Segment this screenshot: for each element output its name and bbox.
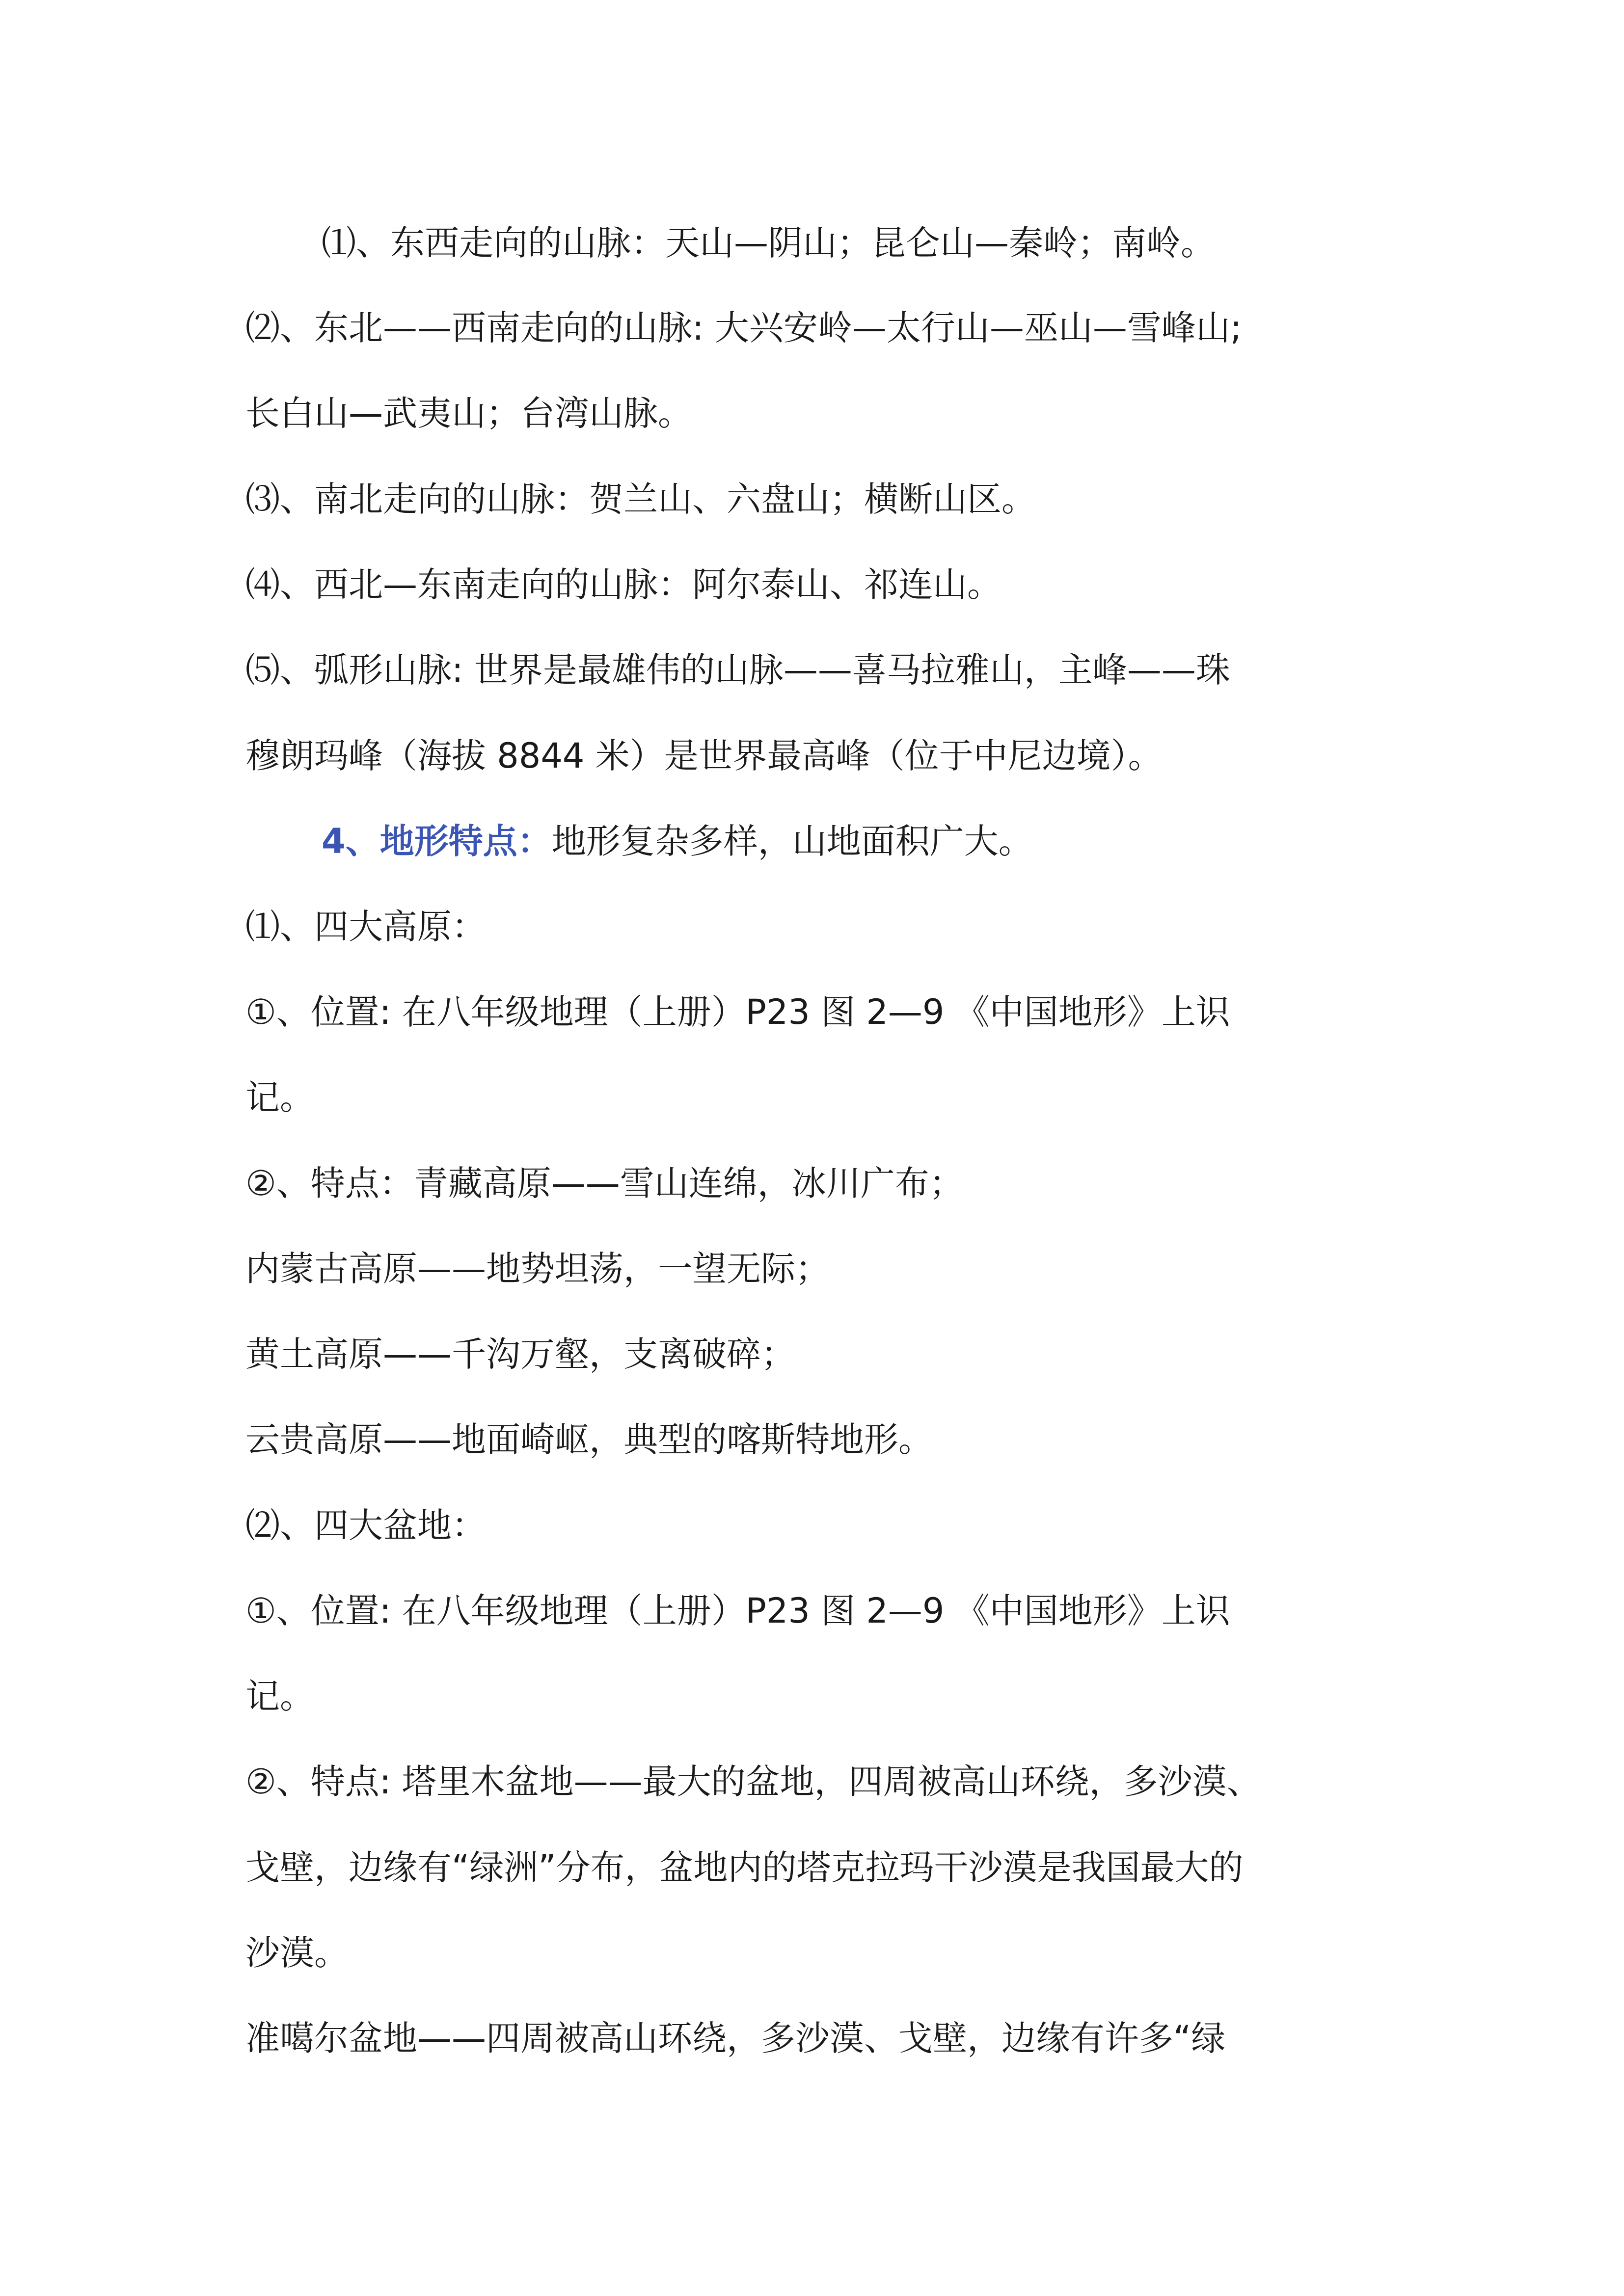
text-line-arc-mountains: ⑸、弧形山脉: 世界是最雄伟的山脉——喜马拉雅山，主峰——珠 xyxy=(245,650,1230,690)
text-line-northeast-southwest-mountains: ⑵、东北——西南走向的山脉: 大兴安岭—太行山—巫山—雪峰山; xyxy=(245,308,1242,348)
text-line-four-basins: ⑵、四大盆地： xyxy=(245,1505,486,1546)
text-line-plateau-features-neimenggu: 内蒙古高原——地势坦荡，一望无际； xyxy=(245,1249,830,1289)
section-heading-label: 4、地形特点： xyxy=(322,821,552,861)
text-line-basin-features-junggar: 准噶尔盆地——四周被高山环绕，多沙漠、戈壁，边缘有许多“绿 xyxy=(245,2018,1226,2058)
text-line-plateau-features-qingzang: ②、特点：青藏高原——雪山连绵，冰川广布； xyxy=(245,1163,964,1203)
text-line-plateau-features-huangtu: 黄土高原——千沟万壑，支离破碎； xyxy=(245,1334,795,1374)
text-line-plateau-features-yungui: 云贵高原——地面崎岖，典型的喀斯特地形。 xyxy=(245,1419,933,1460)
text-line-east-west-mountains: ⑴、东西走向的山脉：天山—阴山；昆仑山—秦岭；南岭。 xyxy=(322,223,1215,263)
section-heading-terrain-features xyxy=(322,817,1465,866)
text-line-northeast-southwest-continued: 长白山—武夷山；台湾山脉。 xyxy=(245,393,692,433)
text-line-northwest-southeast-mountains: ⑷、西北—东南走向的山脉：阿尔泰山、祁连山。 xyxy=(245,564,1001,605)
text-line-north-south-mountains: ⑶、南北走向的山脉：贺兰山、六盘山；横断山区。 xyxy=(245,479,1036,519)
text-line-four-plateaus: ⑴、四大高原： xyxy=(245,907,486,947)
section-heading-body: 地形复杂多样，山地面积广大。 xyxy=(551,821,1033,861)
text-line-basin-features-tarim-end: 沙漠。 xyxy=(245,1933,349,1973)
text-line-basin-location: ①、位置: 在八年级地理（上册）P23 图 2—9 《中国地形》上识 xyxy=(245,1591,1230,1631)
text-line-plateau-location: ①、位置: 在八年级地理（上册）P23 图 2—9 《中国地形》上识 xyxy=(245,992,1230,1032)
text-line-arc-mountains-continued: 穆朗玛峰（海拔 8844 米）是世界最高峰（位于中尼边境）。 xyxy=(245,736,1163,776)
text-line-basin-features-tarim-continued: 戈壁，边缘有“绿洲”分布，盆地内的塔克拉玛干沙漠是我国最大的 xyxy=(245,1847,1244,1888)
text-line-basin-features-tarim: ②、特点: 塔里木盆地——最大的盆地，四周被高山环绕，多沙漠、 xyxy=(245,1762,1261,1802)
text-line-basin-location-continued: 记。 xyxy=(245,1676,314,1716)
text-line-plateau-location-continued: 记。 xyxy=(245,1077,314,1118)
